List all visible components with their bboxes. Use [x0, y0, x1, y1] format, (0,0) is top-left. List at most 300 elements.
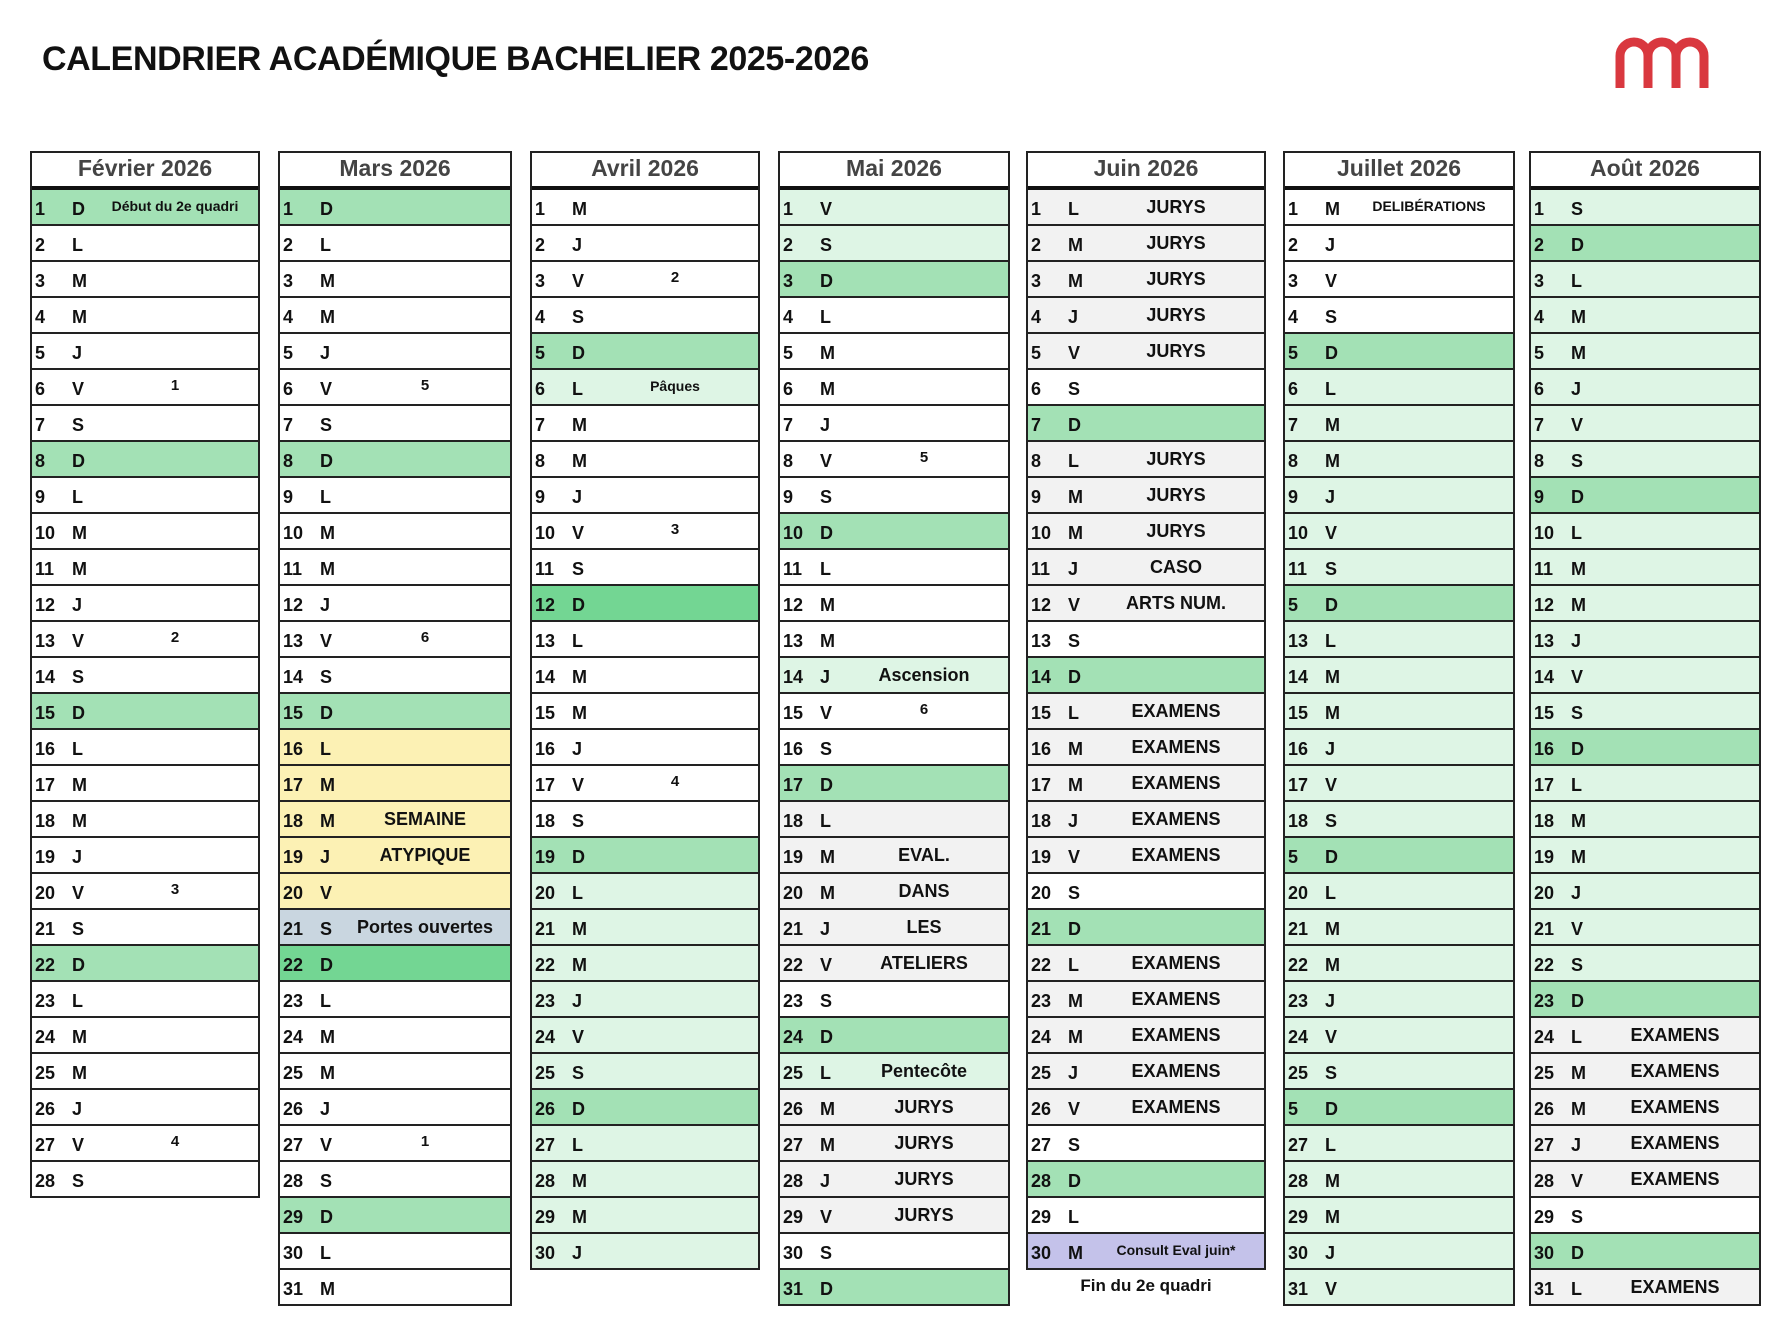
day-row [1531, 872, 1759, 908]
day-letter: S [1068, 379, 1081, 399]
day-note: JURYS [894, 1097, 954, 1117]
day-letter: D [320, 199, 333, 219]
day-number: 14 [283, 667, 304, 687]
day-letter: D [820, 523, 833, 543]
day-number: 27 [1031, 1135, 1052, 1155]
day-letter: M [1325, 1207, 1340, 1227]
day-number: 10 [283, 523, 304, 543]
day-row [1028, 332, 1264, 368]
day-row [1531, 764, 1759, 800]
day-row [280, 404, 510, 440]
day-letter: S [820, 739, 833, 759]
day-number: 7 [1031, 415, 1042, 435]
day-letter: J [1571, 631, 1582, 651]
day-letter: D [1571, 1243, 1584, 1263]
day-row [532, 872, 758, 908]
day-row [780, 764, 1008, 800]
day-letter: D [1571, 487, 1584, 507]
day-row [32, 800, 258, 836]
day-letter: L [572, 379, 583, 399]
day-number: 12 [1031, 595, 1052, 615]
day-letter: M [572, 667, 587, 687]
day-row [1285, 1196, 1513, 1232]
day-number: 5 [1031, 343, 1042, 363]
day-number: 24 [535, 1027, 556, 1047]
day-row [532, 512, 758, 548]
day-letter: D [572, 847, 585, 867]
day-number: 3 [283, 271, 294, 291]
day-letter: S [1325, 811, 1338, 831]
day-letter: M [72, 1027, 87, 1047]
day-row [280, 692, 510, 728]
day-letter: J [1571, 1135, 1582, 1155]
day-note: SEMAINE [383, 809, 466, 829]
day-row [532, 944, 758, 980]
day-row [1531, 980, 1759, 1016]
day-letter: V [1068, 343, 1081, 363]
day-number: 3 [535, 271, 546, 291]
day-number: 16 [783, 739, 804, 759]
day-letter: D [1325, 847, 1338, 867]
day-row [1285, 800, 1513, 836]
day-letter: S [320, 415, 333, 435]
day-letter: L [1571, 523, 1582, 543]
day-letter: S [320, 1171, 333, 1191]
day-row [1028, 260, 1264, 296]
day-number: 13 [783, 631, 804, 651]
day-letter: S [1068, 883, 1081, 903]
day-row [1285, 440, 1513, 476]
day-number: 27 [1534, 1135, 1555, 1155]
day-number: 1 [1534, 199, 1545, 219]
day-row [1028, 656, 1264, 692]
day-row [32, 656, 258, 692]
day-row [1028, 296, 1264, 332]
day-list [532, 190, 758, 1268]
day-number: 20 [1031, 883, 1052, 903]
day-number: 23 [35, 991, 56, 1011]
day-number: 16 [535, 739, 556, 759]
day-row [532, 836, 758, 872]
day-number: 24 [783, 1027, 804, 1047]
day-number: 3 [783, 271, 794, 291]
day-letter: D [1325, 343, 1338, 363]
week-number: 4 [170, 1133, 180, 1150]
day-letter: V [1068, 595, 1081, 615]
day-number: 5 [35, 343, 46, 363]
day-row [1028, 1232, 1264, 1268]
day-letter: V [1068, 847, 1081, 867]
day-letter: D [1325, 1099, 1338, 1119]
day-row [780, 1088, 1008, 1124]
day-number: 21 [1288, 919, 1309, 939]
day-number: 6 [1031, 379, 1042, 399]
day-letter: D [1068, 667, 1081, 687]
day-note: JURYS [1146, 305, 1206, 325]
day-letter: J [820, 415, 831, 435]
day-note: JURYS [1146, 197, 1206, 217]
day-list [780, 190, 1008, 1304]
day-row [1285, 656, 1513, 692]
day-row [1531, 1196, 1759, 1232]
day-row [280, 224, 510, 260]
day-letter: V [320, 1135, 333, 1155]
day-letter: J [820, 667, 831, 687]
day-number: 6 [1534, 379, 1545, 399]
day-number: 19 [1031, 847, 1052, 867]
day-number: 4 [1031, 307, 1042, 327]
day-letter: L [320, 235, 331, 255]
day-letter: J [572, 739, 583, 759]
day-row [532, 1088, 758, 1124]
day-letter: J [1068, 307, 1079, 327]
day-number: 5 [1288, 595, 1299, 615]
day-number: 7 [35, 415, 46, 435]
day-letter: J [72, 1099, 83, 1119]
week-number: 6 [420, 629, 430, 646]
day-row [780, 476, 1008, 512]
day-row [1028, 190, 1264, 224]
day-letter: M [1325, 199, 1340, 219]
day-number: 10 [1031, 523, 1052, 543]
week-number: 5 [919, 449, 929, 466]
day-letter: S [72, 1171, 85, 1191]
day-note: ARTS NUM. [1126, 593, 1226, 613]
day-letter: D [572, 343, 585, 363]
day-number: 27 [283, 1135, 304, 1155]
month-column [278, 151, 512, 1306]
day-row [532, 1016, 758, 1052]
day-number: 10 [783, 523, 804, 543]
day-note: JURYS [1146, 485, 1206, 505]
day-row [1285, 1268, 1513, 1304]
day-letter: D [1571, 739, 1584, 759]
day-number: 12 [535, 595, 556, 615]
day-number: 8 [35, 451, 46, 471]
day-letter: L [1325, 379, 1336, 399]
day-number: 5 [1288, 343, 1299, 363]
day-note: DELIBÉRATIONS [1372, 198, 1486, 214]
day-number: 14 [783, 667, 804, 687]
day-number: 3 [35, 271, 46, 291]
day-note: EXAMENS [1630, 1133, 1720, 1153]
day-number: 27 [1288, 1135, 1309, 1155]
day-number: 15 [283, 703, 304, 723]
day-row [1285, 620, 1513, 656]
day-letter: V [1325, 1027, 1338, 1047]
day-number: 30 [783, 1243, 804, 1263]
day-number: 13 [1031, 631, 1052, 651]
day-row [532, 728, 758, 764]
day-row [1531, 404, 1759, 440]
day-row [1531, 332, 1759, 368]
day-letter: V [1325, 523, 1338, 543]
day-number: 12 [783, 595, 804, 615]
day-row [1531, 548, 1759, 584]
week-number: 5 [420, 377, 430, 394]
day-number: 8 [535, 451, 546, 471]
day-row [32, 1160, 258, 1196]
day-row [1531, 656, 1759, 692]
day-row [1028, 764, 1264, 800]
day-row [1531, 224, 1759, 260]
day-row [280, 1196, 510, 1232]
day-number: 28 [1031, 1171, 1052, 1191]
day-row [1285, 692, 1513, 728]
day-row [32, 1016, 258, 1052]
day-letter: V [72, 1135, 85, 1155]
day-row [1028, 404, 1264, 440]
day-letter: V [1571, 919, 1584, 939]
day-number: 13 [535, 631, 556, 651]
week-number: 3 [670, 521, 680, 538]
day-letter: L [1068, 451, 1079, 471]
day-number: 21 [35, 919, 56, 939]
day-note: Portes ouvertes [356, 917, 494, 937]
day-row [32, 368, 258, 404]
day-row [1028, 440, 1264, 476]
day-number: 27 [783, 1135, 804, 1155]
day-note: EXAMENS [1630, 1061, 1720, 1081]
month-header: Avril 2026 [532, 153, 758, 190]
day-number: 25 [535, 1063, 556, 1083]
day-number: 30 [1534, 1243, 1555, 1263]
day-row [1531, 728, 1759, 764]
day-row [532, 440, 758, 476]
day-number: 10 [535, 523, 556, 543]
day-row [1028, 1160, 1264, 1196]
day-number: 16 [35, 739, 56, 759]
day-letter: M [1571, 343, 1586, 363]
day-number: 19 [783, 847, 804, 867]
day-row [780, 368, 1008, 404]
day-number: 4 [283, 307, 294, 327]
day-letter: S [72, 919, 85, 939]
day-letter: D [820, 1279, 833, 1299]
day-letter: M [320, 523, 335, 543]
day-row [1531, 836, 1759, 872]
day-row [780, 980, 1008, 1016]
day-number: 28 [283, 1171, 304, 1191]
day-letter: M [572, 919, 587, 939]
day-letter: M [1325, 415, 1340, 435]
day-number: 25 [783, 1063, 804, 1083]
day-row [1028, 872, 1264, 908]
day-row [1028, 800, 1264, 836]
day-number: 19 [283, 847, 304, 867]
day-note: LES [906, 917, 942, 937]
day-letter: J [320, 1099, 331, 1119]
day-row [280, 620, 510, 656]
day-row [280, 190, 510, 224]
day-letter: V [820, 1207, 833, 1227]
day-number: 24 [1288, 1027, 1309, 1047]
day-note: JURYS [1146, 341, 1206, 361]
week-number: 6 [919, 701, 929, 718]
day-letter: M [1068, 991, 1083, 1011]
day-row [532, 1232, 758, 1268]
day-letter: M [1325, 667, 1340, 687]
day-letter: M [320, 1279, 335, 1299]
day-note: EXAMENS [1131, 773, 1221, 793]
day-number: 14 [1288, 667, 1309, 687]
day-number: 15 [535, 703, 556, 723]
week-number: 3 [170, 881, 180, 898]
month-column [1026, 151, 1266, 1270]
day-letter: S [820, 991, 833, 1011]
day-row [1285, 1016, 1513, 1052]
day-number: 27 [535, 1135, 556, 1155]
day-number: 17 [1288, 775, 1309, 795]
day-letter: S [572, 1063, 585, 1083]
day-number: 2 [1534, 235, 1545, 255]
day-letter: V [572, 523, 585, 543]
day-row [532, 332, 758, 368]
day-letter: M [1571, 559, 1586, 579]
day-number: 7 [1534, 415, 1545, 435]
day-row [1028, 1016, 1264, 1052]
day-number: 22 [35, 955, 56, 975]
day-note: JURYS [1146, 521, 1206, 541]
day-list [1285, 190, 1513, 1304]
day-row [32, 584, 258, 620]
day-row [532, 476, 758, 512]
day-row [1285, 260, 1513, 296]
day-row [1028, 1088, 1264, 1124]
day-number: 15 [1534, 703, 1555, 723]
m-logo-icon [1612, 34, 1736, 90]
day-row [280, 728, 510, 764]
day-number: 16 [1534, 739, 1555, 759]
day-row [1531, 692, 1759, 728]
day-letter: L [72, 235, 83, 255]
day-number: 11 [535, 559, 555, 579]
day-number: 1 [535, 199, 546, 219]
day-row [532, 764, 758, 800]
day-number: 9 [1288, 487, 1299, 507]
day-row [780, 512, 1008, 548]
day-number: 15 [1288, 703, 1309, 723]
day-letter: M [320, 1063, 335, 1083]
day-row [32, 980, 258, 1016]
day-number: 11 [1031, 559, 1051, 579]
day-letter: M [320, 1027, 335, 1047]
day-letter: S [1325, 1063, 1338, 1083]
day-number: 3 [1288, 271, 1299, 291]
day-row [1531, 1088, 1759, 1124]
day-letter: M [320, 271, 335, 291]
day-number: 2 [283, 235, 294, 255]
day-number: 26 [783, 1099, 804, 1119]
day-number: 4 [535, 307, 546, 327]
month-header: Juillet 2026 [1285, 153, 1513, 190]
day-row [1285, 296, 1513, 332]
day-note: EXAMENS [1131, 953, 1221, 973]
day-row [1285, 476, 1513, 512]
day-row [532, 800, 758, 836]
day-letter: V [72, 379, 85, 399]
day-row [1028, 368, 1264, 404]
day-letter: L [1068, 199, 1079, 219]
day-row [1285, 728, 1513, 764]
day-number: 18 [283, 811, 304, 831]
day-row [280, 260, 510, 296]
day-row [280, 368, 510, 404]
day-row [532, 620, 758, 656]
day-number: 26 [35, 1099, 56, 1119]
day-note: ATELIERS [880, 953, 968, 973]
day-number: 21 [535, 919, 556, 939]
day-number: 21 [283, 919, 304, 939]
day-row [280, 656, 510, 692]
day-list [32, 190, 258, 1196]
day-row [1285, 1124, 1513, 1160]
day-letter: M [1068, 1027, 1083, 1047]
day-note: JURYS [894, 1133, 954, 1153]
day-row [280, 764, 510, 800]
day-row [1285, 1052, 1513, 1088]
day-row [780, 1232, 1008, 1268]
day-number: 11 [283, 559, 303, 579]
day-row [280, 1088, 510, 1124]
day-row [32, 260, 258, 296]
day-number: 23 [1534, 991, 1555, 1011]
day-letter: J [572, 487, 583, 507]
day-number: 23 [1288, 991, 1309, 1011]
day-number: 5 [1534, 343, 1545, 363]
day-note: EXAMENS [1630, 1277, 1720, 1297]
day-letter: V [72, 883, 85, 903]
day-row [1531, 1268, 1759, 1304]
day-number: 8 [1534, 451, 1545, 471]
day-number: 7 [283, 415, 294, 435]
day-letter: L [1571, 1027, 1582, 1047]
day-number: 6 [535, 379, 546, 399]
day-row [1531, 1232, 1759, 1268]
day-letter: V [820, 451, 833, 471]
day-note: EXAMENS [1131, 737, 1221, 757]
month-column [1529, 151, 1761, 1306]
day-row [780, 332, 1008, 368]
day-number: 15 [35, 703, 56, 723]
day-letter: M [72, 775, 87, 795]
day-row [780, 944, 1008, 980]
day-row [532, 260, 758, 296]
day-letter: D [1325, 595, 1338, 615]
day-letter: M [820, 631, 835, 651]
day-number: 4 [1288, 307, 1299, 327]
day-row [532, 1124, 758, 1160]
day-row [280, 944, 510, 980]
day-note: EXAMENS [1131, 701, 1221, 721]
day-row [532, 908, 758, 944]
day-row [1028, 728, 1264, 764]
day-number: 2 [1031, 235, 1042, 255]
day-number: 23 [535, 991, 556, 1011]
day-row [1531, 512, 1759, 548]
day-row [780, 692, 1008, 728]
day-number: 29 [783, 1207, 804, 1227]
day-number: 23 [283, 991, 304, 1011]
day-number: 1 [1288, 199, 1299, 219]
day-number: 16 [1288, 739, 1309, 759]
day-row [1285, 872, 1513, 908]
day-number: 6 [783, 379, 794, 399]
day-letter: S [1571, 451, 1584, 471]
day-letter: M [1571, 595, 1586, 615]
day-letter: D [320, 1207, 333, 1227]
day-row [32, 190, 258, 224]
